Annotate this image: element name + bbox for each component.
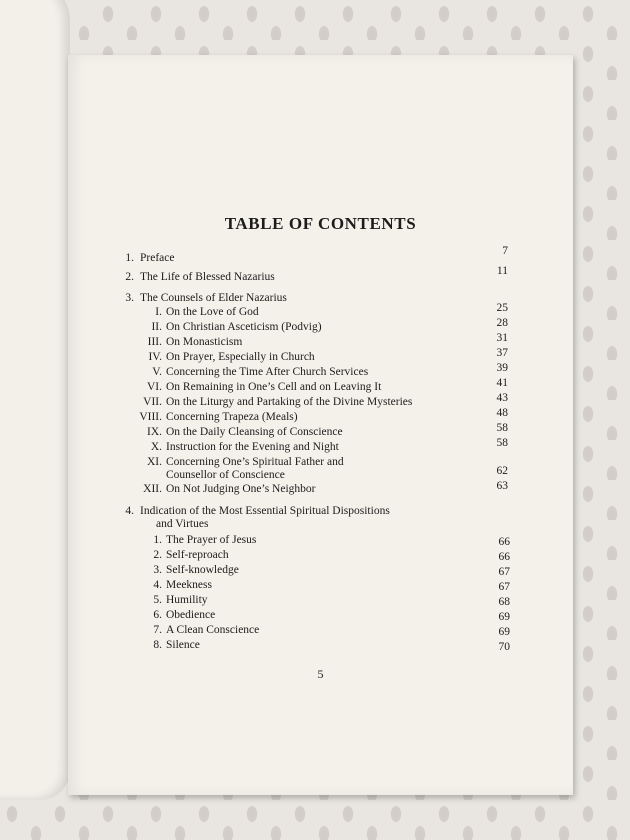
counsel-label: On Monasticism xyxy=(166,336,243,348)
virtue-label: Meekness xyxy=(166,579,212,591)
section-number: 4. xyxy=(125,505,134,517)
counsel-label: Concerning the Time After Church Services xyxy=(166,366,369,378)
counsel-number: VII. xyxy=(143,396,162,408)
page-number: 5 xyxy=(317,667,324,681)
section-label: Preface xyxy=(140,252,175,264)
counsel-label: On Remaining in One’s Cell and on Leaving It xyxy=(166,381,382,393)
section-page: 11 xyxy=(496,265,508,277)
section-page: 7 xyxy=(502,245,508,257)
counsel-number: V. xyxy=(152,366,162,378)
counsel-page: 41 xyxy=(496,377,508,389)
counsel-number: XI. xyxy=(146,456,162,468)
section-label: Indication of the Most Essential Spiritual Dispositions xyxy=(140,505,390,517)
virtue-number: 7. xyxy=(153,624,162,636)
counsel-page: 43 xyxy=(496,392,508,404)
virtue-label: Obedience xyxy=(166,609,216,621)
counsel-page: 37 xyxy=(496,347,508,359)
virtue-page: 67 xyxy=(498,566,510,578)
counsel-number: XII. xyxy=(143,483,162,495)
counsel-page: 48 xyxy=(496,407,508,419)
counsel-number: VIII. xyxy=(139,411,162,423)
section-number: 3. xyxy=(125,292,134,304)
virtue-page: 69 xyxy=(498,626,510,638)
counsel-number: IV. xyxy=(148,351,162,363)
virtue-number: 6. xyxy=(153,609,162,621)
virtue-label: Humility xyxy=(166,594,208,606)
section-number: 2. xyxy=(125,271,134,283)
counsel-number: I. xyxy=(155,306,162,318)
counsel-label: On the Daily Cleansing of Conscience xyxy=(166,426,343,438)
counsel-label: On the Love of God xyxy=(166,306,259,318)
counsel-page: 28 xyxy=(496,317,508,329)
counsel-number: III. xyxy=(147,336,162,348)
virtue-page: 70 xyxy=(498,641,510,653)
counsel-page: 58 xyxy=(496,437,508,449)
counsel-label: On the Liturgy and Partaking of the Divine Mysteries xyxy=(166,396,413,408)
counsel-label: Instruction for the Evening and Night xyxy=(166,441,339,453)
left-page-edge xyxy=(0,0,70,800)
counsel-label: On Prayer, Especially in Church xyxy=(166,351,315,363)
counsel-page: 31 xyxy=(496,332,508,344)
counsel-page: 39 xyxy=(496,362,508,374)
virtue-number: 8. xyxy=(153,639,162,651)
virtue-number: 3. xyxy=(153,564,162,576)
counsel-page: 58 xyxy=(496,422,508,434)
virtue-number: 4. xyxy=(153,579,162,591)
virtue-page: 67 xyxy=(498,581,510,593)
counsel-label: Concerning Trapeza (Meals) xyxy=(166,411,298,423)
virtue-page: 66 xyxy=(498,551,510,563)
virtue-number: 5. xyxy=(153,594,162,606)
virtue-page: 68 xyxy=(498,596,510,608)
counsel-number: X. xyxy=(150,441,162,453)
virtue-label: A Clean Conscience xyxy=(166,624,260,636)
counsel-label: On Christian Asceticism (Podvig) xyxy=(166,321,322,333)
counsel-number: II. xyxy=(151,321,162,333)
book-page xyxy=(68,55,573,795)
counsel-page: 62 xyxy=(496,465,508,477)
virtue-label: Silence xyxy=(166,639,200,651)
counsel-page: 63 xyxy=(496,480,508,492)
section-label-continued: and Virtues xyxy=(156,518,209,530)
section-label: The Counsels of Elder Nazarius xyxy=(140,292,287,304)
virtue-label: Self-reproach xyxy=(166,549,229,561)
virtue-page: 66 xyxy=(498,536,510,548)
counsel-label: Concerning One’s Spiritual Father and xyxy=(166,456,344,468)
counsel-number: IX. xyxy=(146,426,162,438)
virtue-label: The Prayer of Jesus xyxy=(166,534,257,546)
page-title: TABLE OF CONTENTS xyxy=(224,214,417,233)
section-label: The Life of Blessed Nazarius xyxy=(140,271,275,283)
virtue-label: Self-knowledge xyxy=(166,564,239,576)
section-number: 1. xyxy=(125,252,134,264)
counsel-number: VI. xyxy=(146,381,162,393)
counsel-label: Counsellor of Conscience xyxy=(166,469,285,481)
virtue-page: 69 xyxy=(498,611,510,623)
counsel-label: On Not Judging One’s Neighbor xyxy=(166,483,316,495)
counsel-page: 25 xyxy=(496,302,508,314)
virtue-number: 2. xyxy=(153,549,162,561)
virtue-number: 1. xyxy=(153,534,162,546)
